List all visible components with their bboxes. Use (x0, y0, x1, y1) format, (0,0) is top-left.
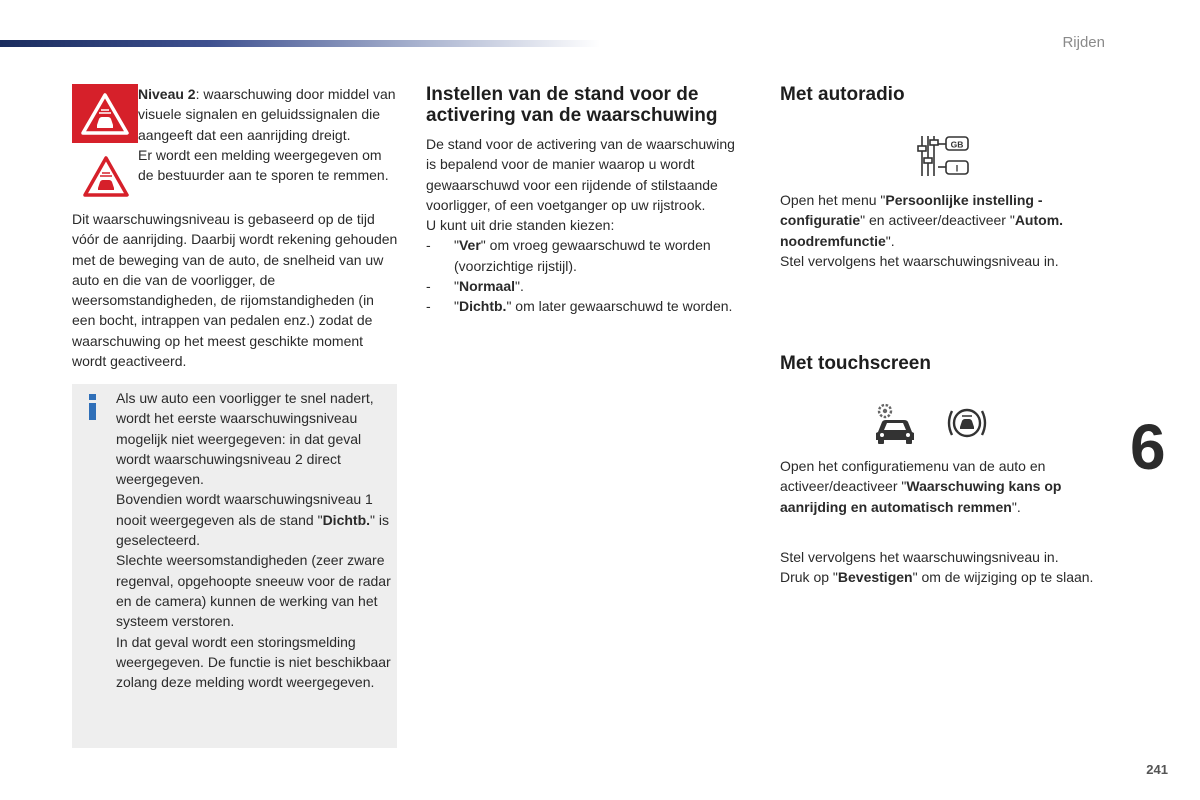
activation-intro: De stand voor de activering van de waarschuwing is bepalend voor de manier waarop u wordt gewaarschuwd voor een rijdende of stilstaande voorligger, of een voetganger op uw rijstrook. (426, 136, 735, 213)
mode-ver-desc: " om vroeg gewaarschuwd te worden (voorzichtige rijstijl). (454, 237, 711, 274)
mode-dichtb-label: Dichtb. (458, 298, 507, 315)
dash: - (426, 278, 431, 295)
mode-normaal-label: Normaal (458, 278, 516, 295)
touch-text-a: Open het configuratiemenu van de auto en activeer/deactiveer " (780, 458, 1046, 495)
quote: " (454, 298, 459, 315)
vehicle-settings-icon (872, 402, 918, 444)
info-icon (86, 394, 100, 420)
mode-ver-label: Ver (458, 237, 481, 254)
info-line-4: In dat geval wordt een storingsmelding weergegeven. De functie is niet beschikbaar zolang deze melding wordt weergegeven. (116, 633, 391, 691)
touch-instruction (780, 456, 1110, 517)
info-line-1: Als uw auto een voorligger te snel nadert, wordt het eerste waarschuwingsniveau mogelijk niet weergegeven: in dat geval wordt waarschuwingsniveau 2 direct weergegeven. (116, 390, 374, 488)
level-2-description: : waarschuwing door middel van visuele signalen en geluidssignalen die aangeeft dat een aanrijding dreigt. (138, 86, 396, 143)
info-text (116, 388, 392, 692)
collision-warning-icon (72, 84, 138, 143)
mode-option-normaal (426, 276, 746, 296)
radio-level-text: Stel vervolgens het waarschuwingsniveau in. (780, 252, 1059, 269)
radio-heading: Met autoradio (780, 84, 905, 105)
info-line-3: Slechte weersomstandigheden (zeer zware regenval, opgehoopte sneeuw voor de radar en de camera) kunnen de werking van het systeem verstoren. (116, 552, 391, 630)
radio-menu-label: Persoonlijke instelling - configuratie (780, 192, 1043, 229)
radio-instruction (780, 190, 1110, 251)
confirm-label: Bevestigen (837, 569, 913, 586)
mode-option-ver (426, 235, 746, 276)
quote: " (454, 237, 459, 254)
level-2-block (72, 84, 400, 199)
radio-icon-top-label: GB (950, 139, 964, 150)
level-2-message-text: Er wordt een melding weergegeven om de bestuurder aan te sporen te remmen. (138, 146, 389, 184)
brake-warning-icon (944, 403, 990, 443)
radio-text-e: ". (885, 232, 895, 249)
mode-dichtb-desc: " om later gewaarschuwd te worden. (506, 298, 733, 315)
chapter-number: 6 (1130, 411, 1166, 483)
info-line-2a: Bovendien wordt waarschuwingsniveau 1 nooit weergegeven als de stand " (116, 491, 373, 528)
middle-column (426, 84, 746, 317)
touch-text-c: ". (1011, 498, 1021, 515)
info-line-2c: " is geselecteerd. (116, 511, 389, 549)
settings-sliders-icon (916, 134, 972, 178)
left-column (72, 84, 400, 371)
mode-option-dichtb (426, 296, 746, 316)
info-box (72, 384, 397, 748)
radio-text-c: " en activeer/deactiveer " (860, 212, 1015, 229)
touch-level-text: Stel vervolgens het waarschuwingsniveau in. (780, 549, 1059, 566)
touchscreen-heading: Met touchscreen (780, 353, 931, 375)
level-2-text (138, 84, 400, 199)
info-dichtb-label: Dichtb. (322, 511, 371, 528)
touch-confirm-c: " om de wijziging op te slaan. (912, 569, 1094, 586)
activation-mode-heading: Instellen van de stand voor de activering van de waarschuwing (426, 84, 718, 126)
dash: - (426, 237, 431, 254)
page-number: 241 (1146, 762, 1168, 777)
quote: " (454, 278, 459, 295)
section-title: Rijden (1062, 34, 1105, 51)
touch-function-label: Waarschuwing kans op aanrijding en automatisch remmen (780, 478, 1062, 515)
touch-confirm-text (780, 567, 1110, 587)
level-basis-paragraph: Dit waarschuwingsniveau is gebaseerd op de tijd vóór de aanrijding. Daarbij wordt rekening gehouden met de beweging van de auto, de snelheid van uw auto en die van de voorligger, de weersomstandigheden, de rijomstandigheden (in een bocht, intrappen van pedalen enz.) zodat de waarschuwing op het meest geschikte moment wordt geactiveerd. (72, 211, 398, 370)
touch-confirm-a: Druk op " (780, 569, 838, 586)
mode-normaal-desc: ". (515, 278, 524, 295)
dash: - (426, 298, 431, 315)
radio-icon-bottom-label: I (955, 163, 959, 174)
radio-text-a: Open het menu " (780, 192, 886, 208)
radio-function-label: Autom. noodremfunctie (780, 212, 1064, 249)
collision-warning-outline-icon (82, 155, 130, 199)
level-2-title: Niveau 2 (138, 86, 196, 102)
choose-mode-text: U kunt uit drie standen kiezen: (426, 217, 615, 234)
header-color-bar (0, 40, 600, 47)
